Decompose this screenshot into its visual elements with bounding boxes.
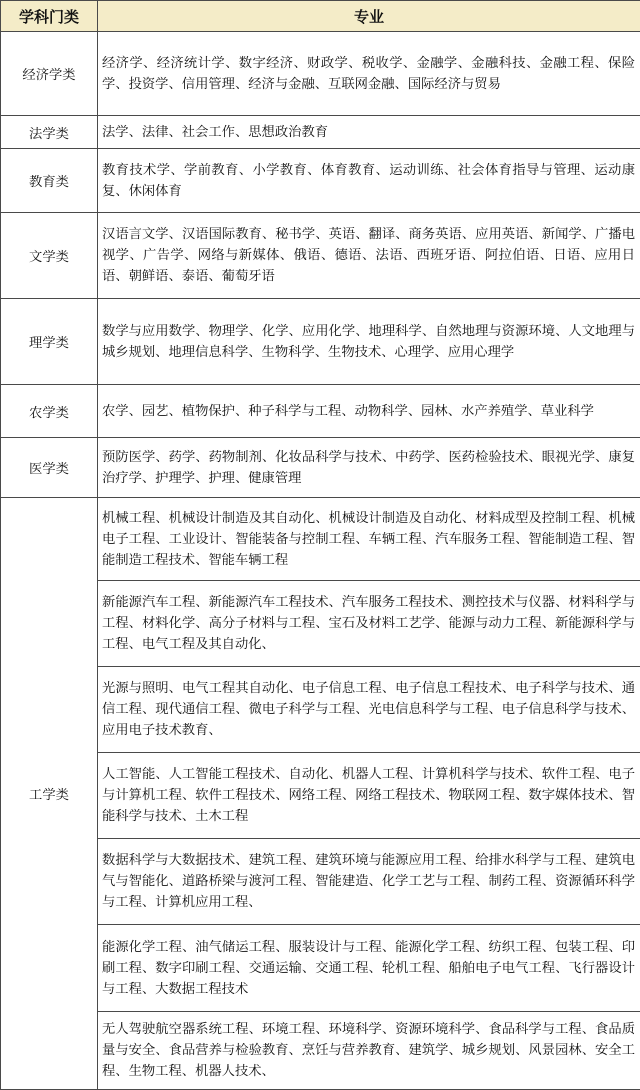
category-cell: 文学类	[1, 213, 98, 299]
table-row	[1, 498, 640, 581]
majors-cell: 数学与应用数学、物理学、化学、应用化学、地理科学、自然地理与资源环境、人文地理与城乡规划、地理信息科学、生物科学、生物技术、心理学、应用心理学	[98, 299, 640, 385]
table-row	[1, 116, 640, 149]
majors-cell: 经济学、经济统计学、数字经济、财政学、税收学、金融学、金融科技、金融工程、保险学、投资学、信用管理、经济与金融、互联网金融、国际经济与贸易	[98, 32, 640, 116]
table-row	[1, 299, 640, 385]
category-cell: 农学类	[1, 385, 98, 438]
header-category: 学科门类	[1, 1, 98, 32]
majors-cell: 数据科学与大数据技术、建筑工程、建筑环境与能源应用工程、给排水科学与工程、建筑电气与智能化、道路桥梁与渡河工程、智能建造、化学工艺与工程、制药工程、资源循环科学与工程、计算机应用工程、	[98, 839, 640, 925]
table-row	[1, 213, 640, 299]
table-row	[1, 385, 640, 438]
category-cell: 经济学类	[1, 32, 98, 116]
majors-cell: 预防医学、药学、药物制剂、化妆品科学与技术、中药学、医药检验技术、眼视光学、康复治疗学、护理学、护理、健康管理	[98, 438, 640, 498]
majors-cell: 法学、法律、社会工作、思想政治教育	[98, 116, 640, 149]
majors-cell: 光源与照明、电气工程其自动化、电子信息工程、电子信息工程技术、电子科学与技术、通信工程、现代通信工程、微电子科学与工程、光电信息科学与工程、电子信息科学与技术、应用电子技术教育、	[98, 667, 640, 753]
majors-cell: 人工智能、人工智能工程技术、自动化、机器人工程、计算机科学与技术、软件工程、电子与计算机工程、软件工程技术、网络工程、网络工程技术、物联网工程、数字媒体技术、智能科学与技术、土木工程	[98, 753, 640, 839]
majors-cell: 无人驾驶航空器系统工程、环境工程、环境科学、资源环境科学、食品科学与工程、食品质量与安全、食品营养与检验教育、烹饪与营养教育、建筑学、城乡规划、风景园林、安全工程、生物工程、机器人技术、	[98, 1012, 640, 1090]
table-row	[1, 438, 640, 498]
majors-cell: 能源化学工程、油气储运工程、服装设计与工程、能源化学工程、纺织工程、包装工程、印刷工程、数字印刷工程、交通运输、交通工程、轮机工程、船舶电子电气工程、飞行器设计与工程、大数据工程技术	[98, 925, 640, 1012]
category-cell: 教育类	[1, 149, 98, 213]
table-row	[1, 32, 640, 116]
majors-cell: 新能源汽车工程、新能源汽车工程技术、汽车服务工程技术、测控技术与仪器、材料科学与工程、材料化学、高分子材料与工程、宝石及材料工艺学、能源与动力工程、新能源科学与工程、电气工程及其自动化、	[98, 581, 640, 667]
category-cell-engineering: 工学类	[1, 498, 98, 1090]
majors-cell: 农学、园艺、植物保护、种子科学与工程、动物科学、园林、水产养殖学、草业科学	[98, 385, 640, 438]
category-cell: 医学类	[1, 438, 98, 498]
category-cell: 法学类	[1, 116, 98, 149]
header-row	[1, 1, 640, 32]
majors-cell: 汉语言文学、汉语国际教育、秘书学、英语、翻译、商务英语、应用英语、新闻学、广播电视学、广告学、网络与新媒体、俄语、德语、法语、西班牙语、阿拉伯语、日语、应用日语、朝鲜语、泰语、葡萄牙语	[98, 213, 640, 299]
majors-cell: 机械工程、机械设计制造及其自动化、机械设计制造及自动化、材料成型及控制工程、机械电子工程、工业设计、智能装备与控制工程、车辆工程、汽车服务工程、智能制造工程、智能制造工程技术、智能车辆工程	[98, 498, 640, 581]
table-row	[1, 149, 640, 213]
category-cell: 理学类	[1, 299, 98, 385]
header-major: 专业	[98, 1, 640, 32]
majors-cell: 教育技术学、学前教育、小学教育、体育教育、运动训练、社会体育指导与管理、运动康复、休闲体育	[98, 149, 640, 213]
